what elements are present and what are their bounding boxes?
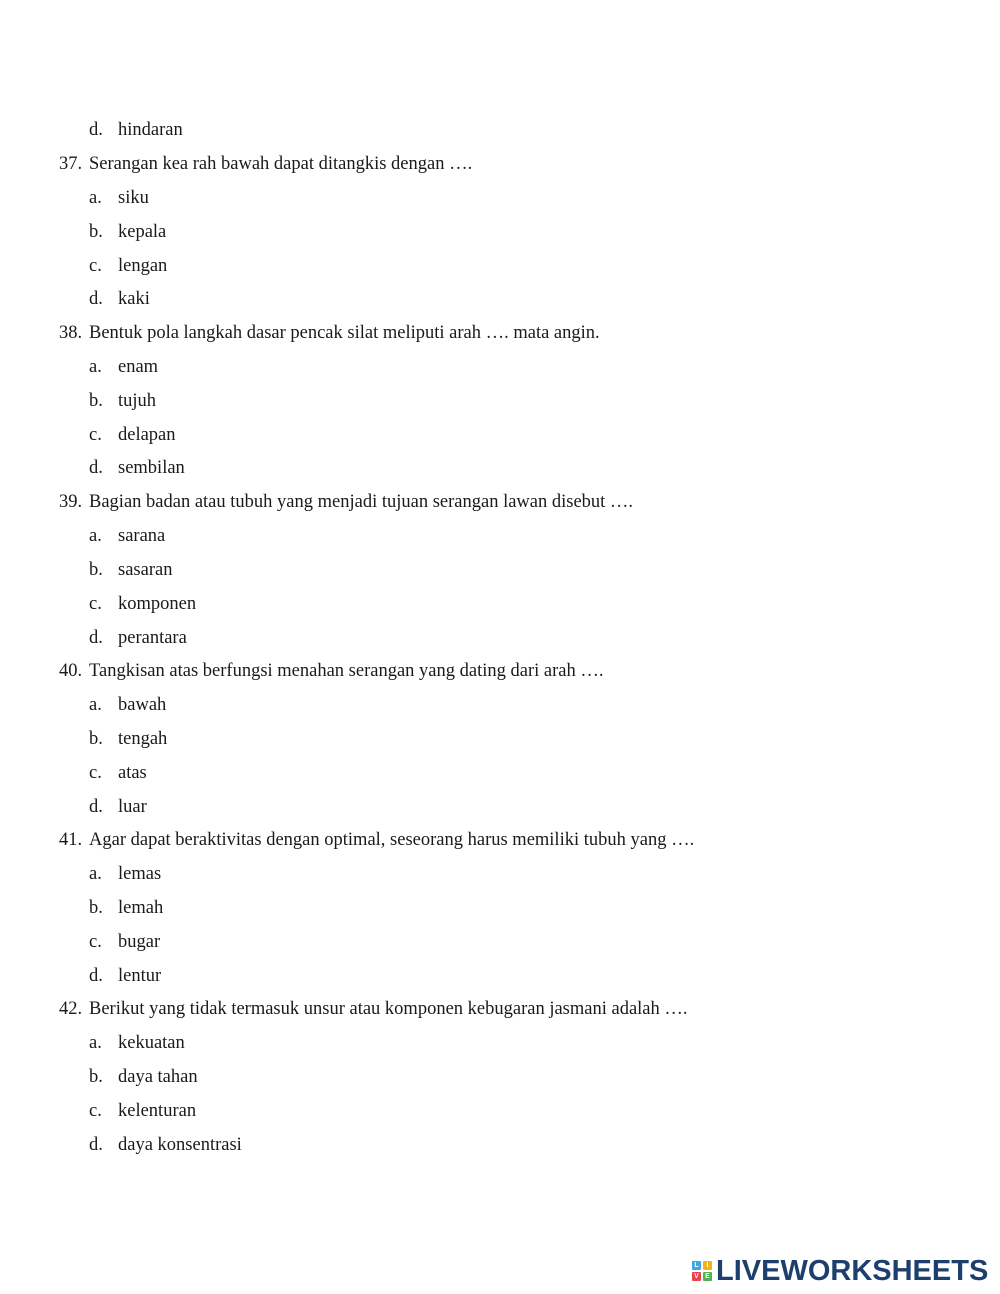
option-letter: a. <box>89 864 102 884</box>
logo-text: LIVEWORKSHEETS <box>716 1255 989 1287</box>
option-item[interactable] <box>0 423 1000 447</box>
option-letter: c. <box>89 932 102 952</box>
option-text: daya tahan <box>118 1067 198 1087</box>
option-letter: a. <box>89 357 102 377</box>
option-letter: c. <box>89 763 102 783</box>
option-item[interactable] <box>0 186 1000 210</box>
option-item[interactable] <box>0 1133 1000 1157</box>
option-item[interactable] <box>0 930 1000 954</box>
question-41 <box>0 828 1000 852</box>
option-item[interactable] <box>0 1031 1000 1055</box>
option-text: kelenturan <box>118 1101 197 1121</box>
question-39 <box>0 490 1000 514</box>
option-text: tujuh <box>118 391 157 411</box>
option-item[interactable] <box>0 592 1000 616</box>
option-text: lemah <box>118 898 164 918</box>
option-letter: a. <box>89 526 102 546</box>
logo-mark-tile: L <box>692 1261 701 1270</box>
option-text: bugar <box>118 932 161 952</box>
question-42 <box>0 997 1000 1021</box>
option-text: komponen <box>118 594 197 614</box>
option-text: bawah <box>118 695 167 715</box>
option-text: enam <box>118 357 159 377</box>
option-text: sasaran <box>118 560 173 580</box>
option-letter: b. <box>89 560 103 580</box>
question-number: 37. <box>59 154 83 174</box>
option-item[interactable] <box>0 896 1000 920</box>
option-text: hindaran <box>118 120 183 140</box>
option-item[interactable] <box>0 795 1000 819</box>
question-number: 40. <box>59 661 83 681</box>
option-letter: b. <box>89 729 103 749</box>
option-item[interactable] <box>0 524 1000 548</box>
option-letter: d. <box>89 458 103 478</box>
option-item[interactable] <box>0 964 1000 988</box>
option-item[interactable] <box>0 1099 1000 1123</box>
option-text: luar <box>118 797 147 817</box>
option-letter: d. <box>89 628 103 648</box>
option-text: daya konsentrasi <box>118 1135 242 1155</box>
question-number: 42. <box>59 999 83 1019</box>
option-text: kaki <box>118 289 150 309</box>
option-letter: c. <box>89 256 102 276</box>
question-number: 41. <box>59 830 83 850</box>
option-letter: d. <box>89 966 103 986</box>
option-text: lengan <box>118 256 168 276</box>
liveworksheets-logo <box>692 1256 988 1286</box>
option-letter: c. <box>89 425 102 445</box>
logo-mark-tile: E <box>703 1272 712 1281</box>
option-letter: b. <box>89 391 103 411</box>
question-number: 39. <box>59 492 83 512</box>
question-text: Agar dapat beraktivitas dengan optimal, seseorang harus memiliki tubuh yang …. <box>89 830 695 850</box>
option-letter: c. <box>89 1101 102 1121</box>
option-item[interactable] <box>0 389 1000 413</box>
option-text: atas <box>118 763 147 783</box>
option-text: tengah <box>118 729 168 749</box>
option-item[interactable] <box>0 727 1000 751</box>
question-text: Bagian badan atau tubuh yang menjadi tujuan serangan lawan disebut …. <box>89 492 634 512</box>
option-text: sembilan <box>118 458 185 478</box>
option-text: kepala <box>118 222 167 242</box>
option-item[interactable] <box>0 626 1000 650</box>
option-item[interactable] <box>0 355 1000 379</box>
option-item[interactable] <box>0 761 1000 785</box>
option-letter: d. <box>89 289 103 309</box>
option-text: kekuatan <box>118 1033 185 1053</box>
option-text: lemas <box>118 864 162 884</box>
question-37 <box>0 152 1000 176</box>
option-letter: b. <box>89 1067 103 1087</box>
option-letter: d. <box>89 1135 103 1155</box>
question-text: Serangan kea rah bawah dapat ditangkis dengan …. <box>89 154 473 174</box>
option-item <box>0 118 1000 142</box>
question-38 <box>0 321 1000 345</box>
option-letter: a. <box>89 188 102 208</box>
option-letter: b. <box>89 222 103 242</box>
option-letter: c. <box>89 594 102 614</box>
logo-mark-icon <box>692 1261 712 1281</box>
option-item[interactable] <box>0 220 1000 244</box>
option-item[interactable] <box>0 254 1000 278</box>
option-text: siku <box>118 188 149 208</box>
option-letter: b. <box>89 898 103 918</box>
option-letter: a. <box>89 695 102 715</box>
logo-mark-tile: I <box>703 1261 712 1270</box>
question-40 <box>0 659 1000 683</box>
option-text: lentur <box>118 966 162 986</box>
option-item[interactable] <box>0 456 1000 480</box>
option-item[interactable] <box>0 558 1000 582</box>
option-item[interactable] <box>0 1065 1000 1089</box>
logo-mark-tile: V <box>692 1272 701 1281</box>
option-letter: d. <box>89 120 103 140</box>
option-letter: d. <box>89 797 103 817</box>
option-letter: a. <box>89 1033 102 1053</box>
question-number: 38. <box>59 323 83 343</box>
question-text: Bentuk pola langkah dasar pencak silat meliputi arah …. mata angin. <box>89 323 600 343</box>
option-text: sarana <box>118 526 166 546</box>
option-text: delapan <box>118 425 176 445</box>
question-text: Berikut yang tidak termasuk unsur atau komponen kebugaran jasmani adalah …. <box>89 999 688 1019</box>
option-text: perantara <box>118 628 187 648</box>
option-item[interactable] <box>0 693 1000 717</box>
question-text: Tangkisan atas berfungsi menahan serangan yang dating dari arah …. <box>89 661 604 681</box>
option-item[interactable] <box>0 287 1000 311</box>
option-item[interactable] <box>0 862 1000 886</box>
